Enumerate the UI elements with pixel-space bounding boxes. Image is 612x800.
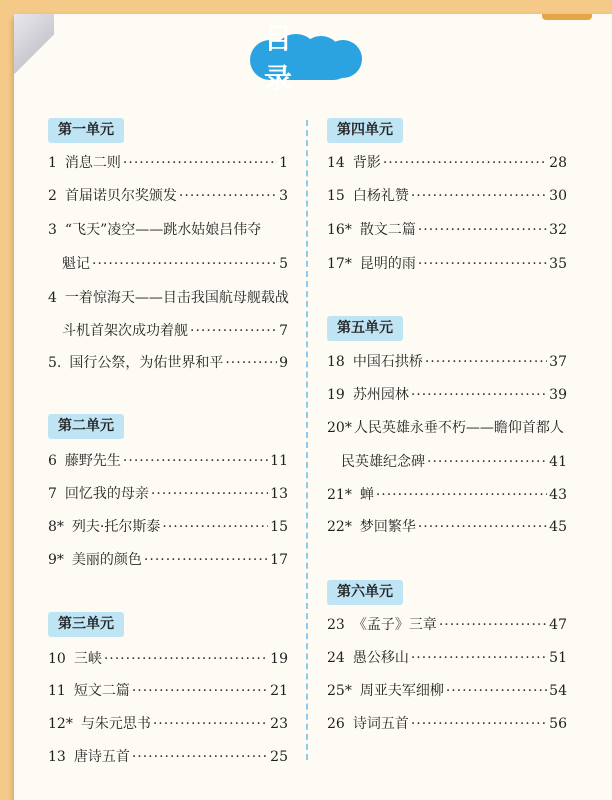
toc-entry[interactable]: 5. 国行公祭，为佑世界和平 ····· 9 [48,352,288,374]
toc-entry[interactable]: 14 背影 ····· 28 [327,152,567,174]
unit-heading-1: 第一单元 [48,118,124,143]
toc-entry[interactable]: 23 《孟子》三章 ····· 47 [327,614,567,636]
unit-heading-2: 第二单元 [48,414,124,439]
toc-entry[interactable]: 19 苏州园林 ····· 39 [327,384,567,406]
toc-entry[interactable]: 20* 人民英雄永垂不朽——瞻仰首都人 [327,420,564,436]
page-title-badge [250,22,362,95]
toc-entry[interactable]: 24 愚公移山 ····· 51 [327,647,567,669]
corner-decoration [14,14,54,74]
toc-entry[interactable]: 7 回忆我的母亲 ····· 13 [48,483,288,505]
top-decoration [542,14,592,20]
toc-entry-continuation[interactable]: 魁记 ····· 5 [48,253,288,275]
toc-entry[interactable]: 8* 列夫·托尔斯泰 ····· 15 [48,516,288,538]
toc-entry[interactable]: 16* 散文二篇 ····· 32 [327,219,567,241]
page-title: 目 录 [264,22,307,95]
toc-entry[interactable]: 3 “飞天”凌空——跳水姑娘吕伟夺 [48,222,262,238]
toc-entry[interactable]: 17* 昆明的雨 ····· 35 [327,253,567,275]
toc-entry[interactable]: 18 中国石拱桥 ····· 37 [327,351,567,373]
toc-entry[interactable]: 13 唐诗五首 ····· 25 [48,746,288,768]
unit-heading-5: 第五单元 [327,316,403,341]
unit-heading-6: 第六单元 [327,580,403,605]
toc-entry[interactable]: 12* 与朱元思书 ····· 23 [48,713,288,735]
toc-entry[interactable]: 15 白杨礼赞 ····· 30 [327,185,567,207]
toc-entry[interactable]: 4 一着惊海天——目击我国航母舰载战 [48,290,289,306]
toc-entry[interactable]: 10 三峡 ····· 19 [48,648,288,670]
toc-entry[interactable]: 9* 美丽的颜色 ····· 17 [48,549,288,571]
toc-entry[interactable]: 22* 梦回繁华 ····· 45 [327,516,567,538]
unit-heading-3: 第三单元 [48,612,124,637]
unit-heading-4: 第四单元 [327,118,403,143]
toc-entry[interactable]: 6 藤野先生 ····· 11 [48,450,288,472]
toc-entry-continuation[interactable]: 民英雄纪念碑 ····· 41 [327,451,567,473]
toc-entry[interactable]: 21* 蝉 ····· 43 [327,484,567,506]
toc-entry[interactable]: 1 消息二则 ····· 1 [48,152,288,174]
column-divider [306,120,308,760]
toc-entry-continuation[interactable]: 斗机首架次成功着舰 ····· 7 [48,320,288,342]
toc-entry[interactable]: 25* 周亚夫军细柳 ····· 54 [327,680,567,702]
toc-entry[interactable]: 2 首届诺贝尔奖颁发 ····· 3 [48,185,288,207]
toc-entry[interactable]: 26 诗词五首 ····· 56 [327,713,567,735]
toc-entry[interactable]: 11 短文二篇 ····· 21 [48,680,288,702]
